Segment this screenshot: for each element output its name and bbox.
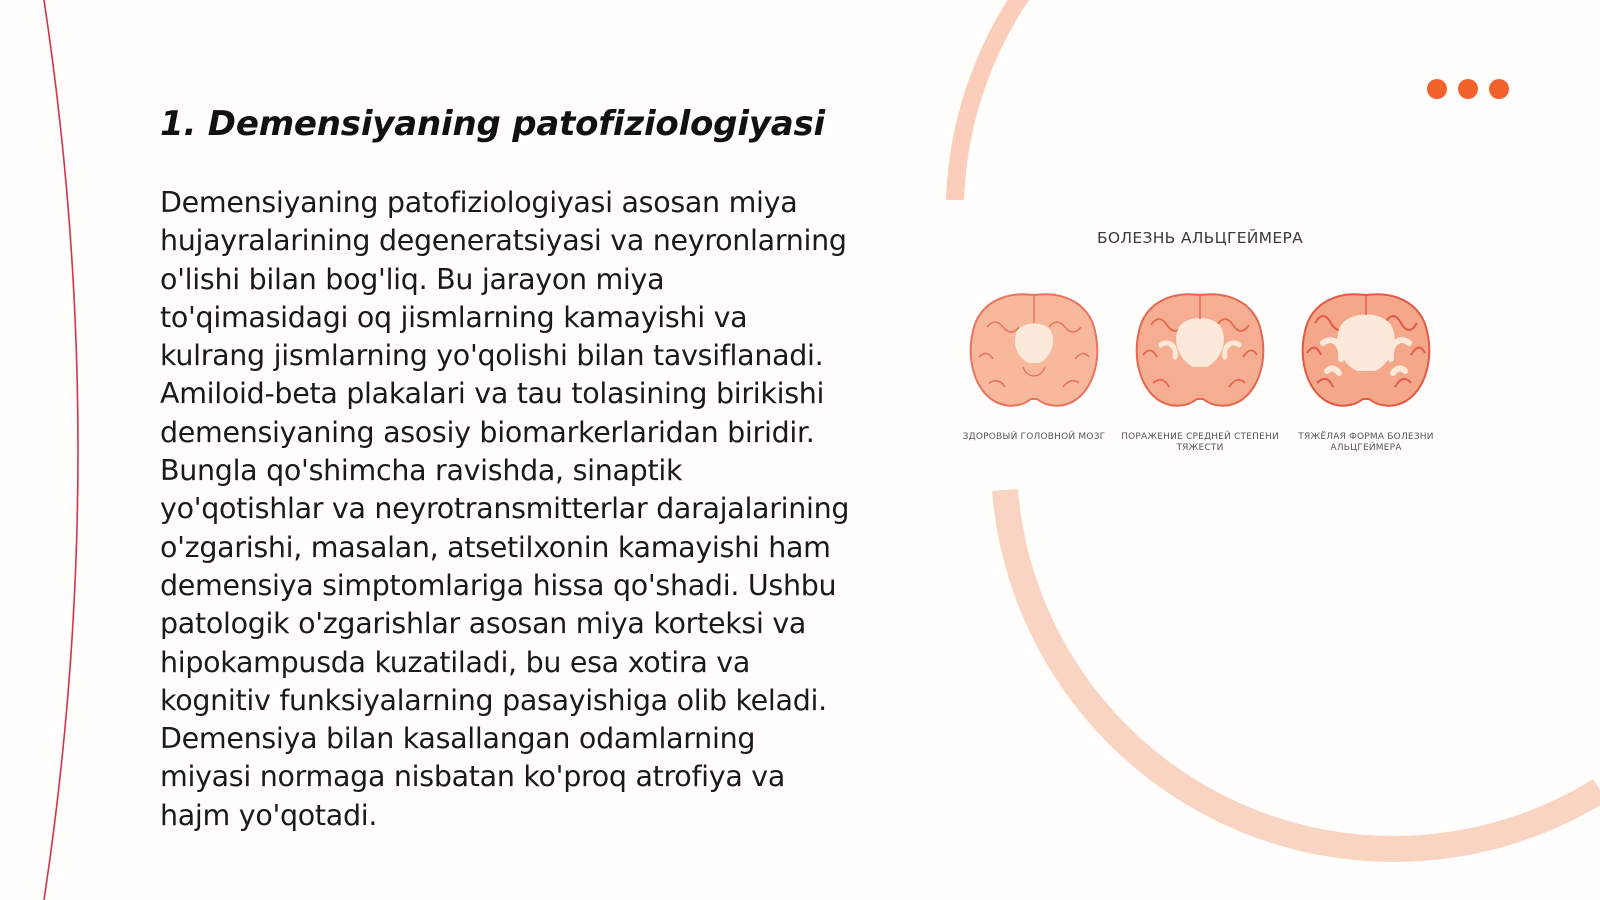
body-paragraph: Demensiyaning patofiziologiyasi asosan miya hujayralarining degeneratsiyasi va neyronlarning o'lishi bilan bog'liq. Bu jarayon miya to'qimasidagi oq jismlarning kamayishi va kulrang jismlarning yo'qolishi bilan tavsiflanadi. Amiloid-beta plakalari va tau tolasining birikishi demensiyaning asosiy biomarkerlaridan biridir. Bungla qo'shimcha ravishda, sinaptik yo'qotishlar va neyrotransmitterlar darajalarining o'zgarishi, masalan, atsetilxonin kamayishi ham demensiya simptomlariga hissa qo'shadi. Ushbu patologik o'zgarishlar asosan miya korteksi va hipokampusda kuzatiladi, bu esa xotira va kognitiv funksiyalarning pasayishiga olib keladi. Demensiya bilan kasallangan odamlarning miyasi normaga nisbatan ko'proq atrofiya va hajm yo'qotadi. <box>160 186 850 832</box>
brain-moderate-icon <box>1131 287 1269 413</box>
dots-ornament <box>1427 79 1509 99</box>
left-edge-curve <box>44 0 78 900</box>
brain-healthy-icon <box>965 287 1103 413</box>
figure-title: БОЛЕЗНЬ АЛЬЦГЕЙМЕРА <box>1096 229 1304 247</box>
alzheimer-figure <box>955 225 1445 465</box>
brain-severe-icon <box>1297 287 1435 413</box>
brain-caption-healthy: ЗДОРОВЫЙ ГОЛОВНОЙ МОЗГ <box>962 432 1106 442</box>
dot-icon <box>1427 79 1447 99</box>
slide-title: 1. Demensiyaning patofiziologiyasi <box>160 104 825 144</box>
dot-icon <box>1458 79 1478 99</box>
brain-caption-moderate: ПОРАЖЕНИЕ СРЕДНЕЙ СТЕПЕНИ ТЯЖЕСТИ <box>1121 432 1279 453</box>
brain-caption-severe: ТЯЖЁЛАЯ ФОРМА БОЛЕЗНИ АЛЬЦГЕЙМЕРА <box>1298 432 1434 453</box>
dot-icon <box>1489 79 1509 99</box>
